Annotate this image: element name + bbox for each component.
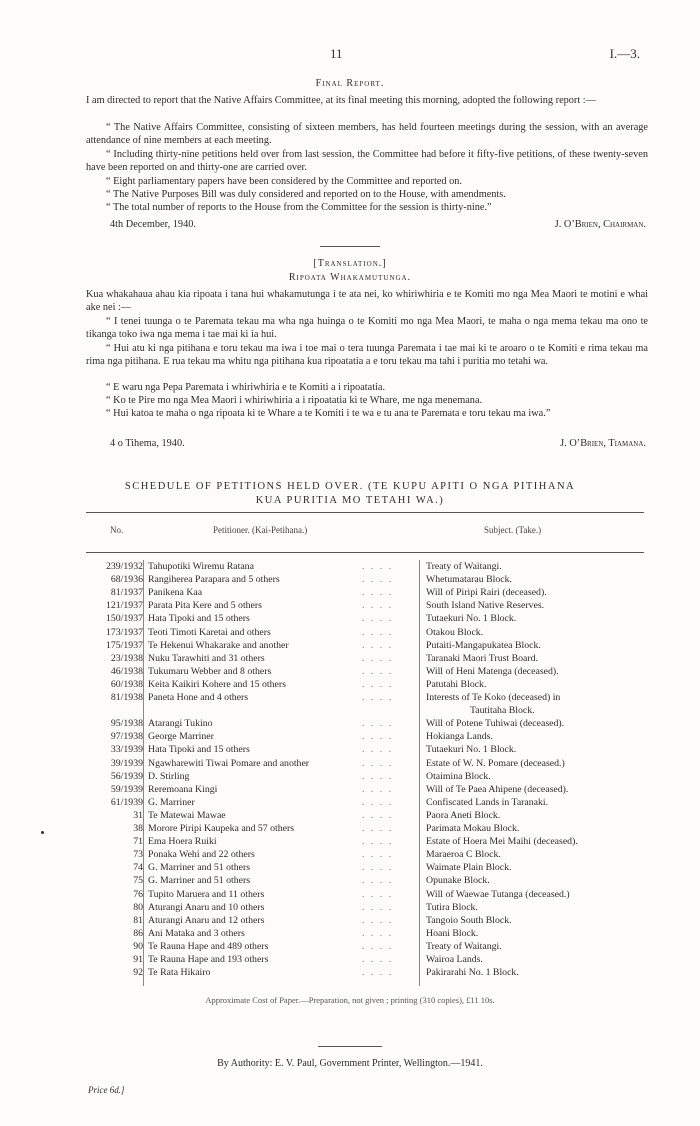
leader-dots: . . . . — [362, 783, 394, 795]
leader-dots: . . . . — [362, 613, 394, 625]
petition-number: 61/1939 — [110, 796, 143, 808]
petition-number: 150/1937 — [105, 613, 143, 625]
petition-subject: Waimate Plain Block. — [426, 862, 512, 874]
petition-number: 239/1932 — [105, 561, 143, 572]
petitioner-name: Aturangi Anaru and 12 others — [148, 914, 265, 926]
section-divider — [320, 246, 380, 247]
leader-dots: . . . . — [362, 914, 394, 926]
petition-number: 31 — [133, 809, 143, 821]
petition-subject: Taranaki Maori Trust Board. — [426, 652, 538, 664]
petitioner-name: Ani Mataka and 3 others — [148, 927, 245, 939]
petitioner-name: Panikena Kaa — [148, 587, 203, 599]
petitioner-name: Teoti Timoti Karetai and others — [148, 626, 271, 638]
leader-dots: . . . . — [362, 626, 394, 638]
leader-dots: . . . . — [362, 901, 394, 913]
petition-number: 173/1937 — [105, 626, 143, 638]
leader-dots: . . . . — [362, 692, 394, 703]
leader-dots: . . . . — [362, 954, 394, 965]
leader-dots: . . . . — [362, 757, 394, 769]
petitioner-name: Tahupotiki Wiremu Ratana — [148, 561, 254, 572]
petition-number: 175/1937 — [105, 639, 143, 651]
leader-dots: . . . . — [362, 731, 394, 743]
petitioner-name: Hata Tipoki and 15 others — [148, 613, 250, 625]
translation-date: 4 o Tihema, 1940. — [110, 438, 185, 449]
petition-subject: Will of Waewae Tutanga (deceased.) — [426, 888, 570, 900]
petition-number: 92 — [133, 967, 143, 979]
cost-note: Approximate Cost of Paper.—Preparation, not given ; printing (310 copies), £11 10s. — [205, 995, 495, 1005]
petition-subject: Tutaekuri No. 1 Block. — [426, 744, 517, 756]
petitioner-name: Ema Hoera Ruiki — [148, 836, 217, 848]
final-report-paragraph-1: “ The Native Affairs Committee, consisting of sixteen members, has held fourteen meetings during the session, with an average attendance of nine members at each meeting. — [86, 122, 648, 146]
petition-subject: Hoani Block. — [426, 927, 479, 939]
leader-dots: . . . . — [362, 652, 394, 664]
final-report-paragraph-2: “ Including thirty-nine petitions held over from last session, the Committee had before it fifty-five petitions, of these twenty-seven have been reported on and thirty-one are carried over. — [86, 149, 648, 173]
petitioner-name: Te Matewai Mawae — [148, 809, 226, 821]
petition-subject: Will of Piripi Rairi (deceased). — [426, 587, 547, 599]
leader-dots: . . . . — [362, 718, 394, 730]
column-header-number: No. — [110, 525, 124, 535]
petition-subject: Hokianga Lands. — [426, 731, 493, 743]
petition-subject: Tangoio South Block. — [426, 914, 512, 926]
petitioner-name: Nuku Tarawhiti and 31 others — [148, 652, 265, 664]
petition-number: 86 — [133, 927, 143, 939]
table-row — [0, 967, 700, 982]
petition-number: 56/1939 — [110, 770, 143, 782]
schedule-title-line-1: SCHEDULE OF PETITIONS HELD OVER. (TE KUPU APITI O NGA PITIHANA — [124, 481, 576, 492]
petitioner-name: D. Stirling — [148, 770, 190, 782]
petition-number: 73 — [133, 849, 143, 861]
final-report-date: 4th December, 1940. — [110, 219, 196, 230]
leader-dots: . . . . — [362, 561, 394, 572]
leader-dots: . . . . — [362, 849, 394, 861]
leader-dots: . . . . — [362, 587, 394, 599]
petitioner-name: Te Rata Hikairo — [148, 967, 211, 979]
petition-number: 97/1938 — [110, 731, 143, 743]
petition-number: 81 — [133, 914, 143, 926]
petition-subject: Patutahi Block. — [426, 678, 487, 690]
petition-subject: Will of Te Paea Ahipene (deceased). — [426, 783, 569, 795]
leader-dots: . . . . — [362, 600, 394, 612]
petition-subject: Treaty of Waitangi. — [426, 940, 502, 952]
footer-divider — [318, 1046, 382, 1047]
petitioner-name: Ngawharewiti Tiwai Pomare and another — [148, 757, 310, 769]
petition-number: 81/1937 — [110, 587, 143, 599]
final-report-intro: I am directed to report that the Native Affairs Committee, at its final meeting this morning, adopted the following report :— — [86, 95, 596, 106]
final-report-paragraph-3: “ Eight parliamentary papers have been considered by the Committee and reported on. — [106, 176, 462, 187]
petition-subject: Estate of W. N. Pomare (deceased.) — [426, 757, 565, 769]
translation-paragraph-3: “ E waru nga Pepa Paremata i whiriwhiria e te Komiti a i ripoatatia. — [106, 382, 386, 393]
leader-dots: . . . . — [362, 940, 394, 952]
petitioner-name: Reremoana Kingi — [148, 783, 218, 795]
petitioner-name: Te Hekenui Whakarake and another — [148, 639, 289, 651]
petition-number: 74 — [133, 862, 143, 874]
translation-signature: J. O’Brien, Tiamana. — [560, 438, 646, 449]
schedule-title-line-2: KUA PURITIA MO TETAHI WA.) — [255, 495, 445, 506]
petition-subject: Parimata Mokau Block. — [426, 823, 520, 834]
petition-number: 71 — [133, 836, 143, 848]
petition-number: 23/1938 — [110, 652, 143, 664]
leader-dots: . . . . — [362, 574, 394, 586]
leader-dots: . . . . — [362, 836, 394, 848]
petitioner-name: G. Marriner and 51 others — [148, 862, 251, 874]
petitioner-name: Morore Piripi Kaupeka and 57 others — [148, 823, 295, 834]
leader-dots: . . . . — [362, 927, 394, 939]
petition-number: 80 — [133, 901, 143, 913]
petition-subject: Putaiti-Mangapukatea Block. — [426, 639, 541, 651]
petition-number: 68/1936 — [110, 574, 143, 586]
petitioner-name: Te Rauna Hape and 489 others — [148, 940, 269, 952]
leader-dots: . . . . — [362, 639, 394, 651]
column-header-petitioner: Petitioner. (Kai-Petihana.) — [213, 525, 308, 535]
leader-dots: . . . . — [362, 875, 394, 887]
petition-number: 60/1938 — [110, 678, 143, 690]
petition-subject: Estate of Hoera Mei Maihi (deceased). — [426, 836, 578, 848]
petition-number: 121/1937 — [105, 600, 143, 612]
petitioner-name: Rangiherea Parapara and 5 others — [148, 574, 280, 586]
petitioner-name: Hata Tipoki and 15 others — [148, 744, 250, 756]
petition-number: 33/1939 — [110, 744, 143, 756]
translation-title: Ripoata Whakamutunga. — [288, 272, 412, 283]
petitioner-name: Ponaka Wehi and 22 others — [148, 849, 255, 861]
leader-dots: . . . . — [362, 862, 394, 874]
petition-subject: Maraeroa C Block. — [426, 849, 501, 861]
petition-number: 39/1939 — [110, 757, 143, 769]
final-report-signature: J. O’Brien, Chairman. — [554, 219, 646, 230]
petition-subject: Pakirarahi No. 1 Block. — [426, 967, 519, 979]
translation-paragraph-2: “ Hui atu ki nga pitihana e toru tekau ma iwa i toe mai o tera tuunga Paremata i tae mai ki te aroaro o te Komiti e rima tekau ma rima nga pitihana. E rua tekau ma whitu nga pitihana kua ripoatatia a e toru tekau ma tahi i puritia mo tetahi wa. — [86, 343, 648, 367]
final-report-paragraph-4: “ The Native Purposes Bill was duly considered and reported on to the House, with amendments. — [106, 189, 506, 200]
petition-subject: Whetumatarau Block. — [426, 574, 512, 586]
column-header-subject: Subject. (Take.) — [484, 525, 542, 535]
translation-paragraph-1: “ I tenei tuunga o te Paremata tekau ma wha nga huinga o te Komiti mo nga Mea Maori, te maha o nga mema tekau ma ono te tikanga toko iwa nga mema i tae mai ki ia hui. — [86, 316, 648, 340]
printer-authority: By Authority: E. V. Paul, Government Printer, Wellington.—1941. — [217, 1058, 483, 1069]
petition-number: 59/1939 — [110, 783, 143, 795]
petition-number: 81/1938 — [110, 692, 143, 703]
petition-subject: Tutaekuri No. 1 Block. — [426, 613, 517, 625]
translation-paragraph-5: “ Hui katoa te maha o nga ripoata ki te Whare a te Komiti i te wa e tu ana te Paremata e toru tekau ma iwa.” — [106, 408, 551, 419]
leader-dots: . . . . — [362, 678, 394, 690]
petition-subject: Tautitaha Block. — [470, 705, 535, 717]
leader-dots: . . . . — [362, 770, 394, 782]
leader-dots: . . . . — [362, 823, 394, 834]
petitioner-name: Te Rauna Hape and 193 others — [148, 954, 269, 965]
petition-number: 76 — [133, 888, 143, 900]
leader-dots: . . . . — [362, 744, 394, 756]
paper-reference: I.—3. — [609, 46, 640, 61]
petition-number: 46/1938 — [110, 665, 143, 677]
translation-label: [Translation.] — [313, 258, 387, 269]
petition-number: 38 — [133, 823, 143, 834]
petitioner-name: George Marriner — [148, 731, 214, 743]
petition-subject: Tutira Block. — [426, 901, 478, 913]
petition-subject: Will of Potene Tuhiwai (deceased). — [426, 718, 565, 730]
petition-number: 91 — [133, 954, 143, 965]
petitioner-name: Keita Kaikiri Kohere and 15 others — [148, 678, 286, 690]
final-report-title: Final Report. — [315, 78, 385, 89]
petition-subject: Interests of Te Koko (deceased) in — [426, 692, 561, 703]
leader-dots: . . . . — [362, 796, 394, 808]
margin-mark — [41, 831, 44, 834]
petitioner-name: Tukumaru Webber and 8 others — [148, 665, 272, 677]
petition-subject: Opunake Block. — [426, 875, 490, 887]
page-number: 11 — [330, 46, 343, 61]
petition-number: 75 — [133, 875, 143, 887]
petition-subject: Otaimina Block. — [426, 770, 491, 782]
final-report-paragraph-5: “ The total number of reports to the House from the Committee for the session is thirty-nine.” — [106, 202, 492, 213]
petitioner-name: Aturangi Anaru and 10 others — [148, 901, 265, 913]
leader-dots: . . . . — [362, 888, 394, 900]
petitioner-name: Atarangi Tukino — [148, 718, 213, 730]
petitioner-name: Parata Pita Kere and 5 others — [148, 600, 262, 612]
price-label: Price 6d.] — [88, 1085, 125, 1095]
table-top-rule — [86, 512, 644, 513]
petition-number: 90 — [133, 940, 143, 952]
petition-subject: Wairoa Lands. — [426, 954, 483, 965]
translation-intro: Kua whakahaua ahau kia ripoata i tana hui whakamutunga i te ata nei, ko whiriwhiria e te Komiti mo nga Mea Maori te motini e whai ake nei :— — [86, 289, 648, 313]
table-header-rule — [86, 552, 644, 553]
petition-subject: Will of Heni Matenga (deceased). — [426, 665, 559, 677]
petition-subject: Otakou Block. — [426, 626, 484, 638]
leader-dots: . . . . — [362, 809, 394, 821]
petition-subject: Paora Aneti Block. — [426, 809, 501, 821]
petitioner-name: Tupito Maruera and 11 others — [148, 888, 265, 900]
petitioner-name: G. Marriner and 51 others — [148, 875, 251, 887]
leader-dots: . . . . — [362, 665, 394, 677]
petitioner-name: Paneta Hone and 4 others — [148, 692, 249, 703]
petitioner-name: G. Marriner — [148, 796, 195, 808]
petition-subject: Confiscated Lands in Taranaki. — [426, 796, 549, 808]
leader-dots: . . . . — [362, 967, 394, 979]
petition-subject: Treaty of Waitangi. — [426, 561, 502, 572]
petition-number: 95/1938 — [110, 718, 143, 730]
petition-subject: South Island Native Reserves. — [426, 600, 545, 612]
translation-paragraph-4: “ Ko te Pire mo nga Mea Maori i whiriwhiria a i ripoatatia ki te Whare, me nga menemana. — [106, 395, 483, 406]
